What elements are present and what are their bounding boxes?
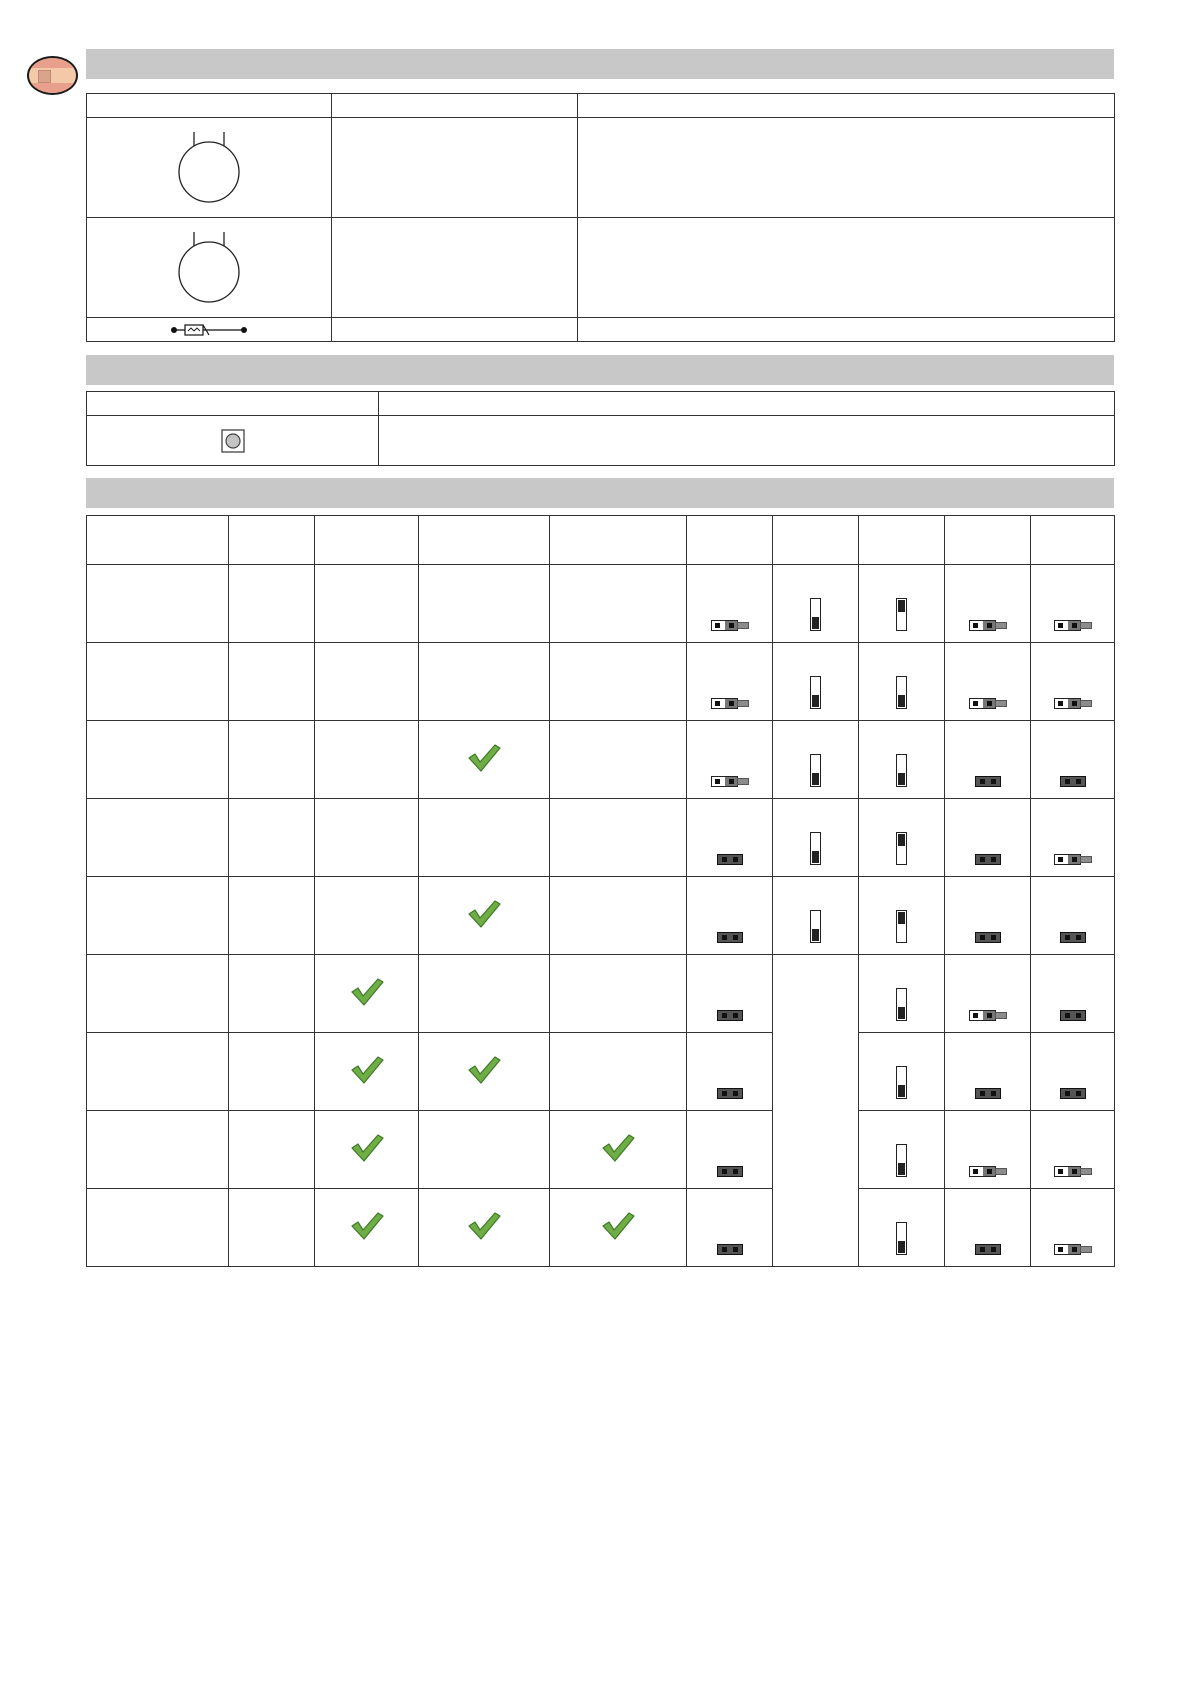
dip-switch-on-icon <box>975 1088 1001 1099</box>
checkmark-icon <box>350 1211 384 1241</box>
feature-cell <box>419 1033 550 1111</box>
feature-cell <box>315 643 419 721</box>
switch-cell <box>1031 877 1115 955</box>
feature-cell <box>315 877 419 955</box>
code-cell <box>229 1111 315 1189</box>
dip-switch-down-icon <box>896 1066 907 1099</box>
dip-switch-on-icon <box>1060 1088 1086 1099</box>
dip-switch-down-icon <box>896 676 907 709</box>
table-row <box>87 877 1115 955</box>
dip-switch-down-icon <box>810 598 821 631</box>
code-cell <box>229 799 315 877</box>
header-cell <box>550 516 687 565</box>
model-cell <box>87 643 229 721</box>
dip-switch-on-icon <box>975 1244 1001 1255</box>
model-cell <box>87 721 229 799</box>
button-icon <box>221 429 245 453</box>
switch-cell <box>1031 1111 1115 1189</box>
table-row <box>87 955 1115 1033</box>
switch-cell <box>687 643 773 721</box>
switch-cell <box>773 721 859 799</box>
switch-cell <box>687 1189 773 1267</box>
dip-switch-on-icon <box>717 854 743 865</box>
feature-cell <box>419 1111 550 1189</box>
dip-switch-off-icon <box>1054 698 1092 709</box>
feature-cell <box>550 1111 687 1189</box>
header-cell <box>87 392 379 416</box>
header-cell <box>229 516 315 565</box>
model-cell <box>87 799 229 877</box>
coil-icon <box>174 130 244 205</box>
switch-cell <box>773 877 859 955</box>
switch-cell <box>773 565 859 643</box>
checkmark-icon <box>350 1133 384 1163</box>
switch-cell <box>1031 955 1115 1033</box>
feature-cell <box>315 1111 419 1189</box>
dip-switch-on-icon <box>1060 1010 1086 1021</box>
dip-switch-off-icon <box>969 1010 1007 1021</box>
switch-cell <box>945 565 1031 643</box>
switch-cell <box>1031 799 1115 877</box>
code-cell <box>229 955 315 1033</box>
header-cell <box>419 516 550 565</box>
description-cell <box>332 118 578 218</box>
feature-cell <box>419 721 550 799</box>
symbol-cell <box>87 118 332 218</box>
dip-switch-off-icon <box>969 620 1007 631</box>
notes-cell <box>578 218 1115 318</box>
table-header-row <box>87 94 1115 118</box>
dip-switch-configuration-table <box>86 515 1115 1267</box>
dip-switch-on-icon <box>1060 776 1086 787</box>
feature-cell <box>315 565 419 643</box>
switch-cell <box>859 721 945 799</box>
checkmark-icon <box>467 1211 501 1241</box>
coil-icon <box>174 230 244 305</box>
dip-switch-off-icon <box>711 698 749 709</box>
dip-switch-on-icon <box>975 854 1001 865</box>
feature-cell <box>550 643 687 721</box>
switch-cell <box>773 799 859 877</box>
header-cell <box>859 516 945 565</box>
feature-cell <box>315 955 419 1033</box>
header-cell <box>315 516 419 565</box>
notes-cell <box>578 318 1115 342</box>
symbols-table <box>86 93 1115 342</box>
code-cell <box>229 1189 315 1267</box>
feature-cell <box>419 565 550 643</box>
switch-cell <box>687 1033 773 1111</box>
checkmark-icon <box>467 899 501 929</box>
dip-switch-down-icon <box>810 910 821 943</box>
dip-switch-off-icon <box>711 620 749 631</box>
model-cell <box>87 955 229 1033</box>
symbol-cell <box>87 416 379 466</box>
feature-cell <box>550 1033 687 1111</box>
switch-cell <box>687 721 773 799</box>
symbol-cell <box>87 318 332 342</box>
symbol-cell <box>87 218 332 318</box>
table-row <box>87 218 1115 318</box>
description-cell <box>332 218 578 318</box>
section-3-header-band <box>86 478 1114 508</box>
header-cell <box>379 392 1115 416</box>
dip-switch-up-icon <box>896 832 907 865</box>
switch-cell <box>1031 643 1115 721</box>
switch-cell <box>945 877 1031 955</box>
button-table <box>86 391 1115 466</box>
header-cell <box>332 94 578 118</box>
dip-switch-down-icon <box>810 754 821 787</box>
dip-switch-down-icon <box>810 832 821 865</box>
feature-cell <box>315 1033 419 1111</box>
dip-switch-off-icon <box>711 776 749 787</box>
feature-cell <box>550 877 687 955</box>
dip-switch-on-icon <box>975 776 1001 787</box>
code-cell <box>229 643 315 721</box>
section-2-header-band <box>86 355 1114 385</box>
description-cell <box>379 416 1115 466</box>
feature-cell <box>315 1189 419 1267</box>
dip-switch-on-icon <box>1060 932 1086 943</box>
thermal-fuse-icon <box>169 323 249 337</box>
checkmark-icon <box>350 1055 384 1085</box>
switch-cell <box>859 1033 945 1111</box>
switch-cell <box>945 1189 1031 1267</box>
header-cell <box>773 516 859 565</box>
dip-switch-off-icon <box>969 1166 1007 1177</box>
switch-cell <box>1031 1189 1115 1267</box>
feature-cell <box>550 721 687 799</box>
switch-cell <box>687 955 773 1033</box>
checkmark-icon <box>601 1211 635 1241</box>
feature-cell <box>550 799 687 877</box>
table-row <box>87 1033 1115 1111</box>
checkmark-icon <box>467 743 501 773</box>
switch-cell <box>1031 721 1115 799</box>
model-cell <box>87 1111 229 1189</box>
dip-switch-down-icon <box>896 1222 907 1255</box>
table-row <box>87 416 1115 466</box>
table-row <box>87 799 1115 877</box>
dip-switch-down-icon <box>896 1144 907 1177</box>
dip-switch-on-icon <box>975 932 1001 943</box>
feature-cell <box>419 955 550 1033</box>
dip-switch-off-icon <box>1054 1244 1092 1255</box>
code-cell <box>229 565 315 643</box>
switch-cell <box>1031 1033 1115 1111</box>
switch-cell <box>859 877 945 955</box>
dip-switch-off-icon <box>1054 1166 1092 1177</box>
checkmark-icon <box>467 1055 501 1085</box>
table-row <box>87 118 1115 218</box>
switch-cell <box>945 1111 1031 1189</box>
header-cell <box>87 516 229 565</box>
code-cell <box>229 877 315 955</box>
dip-switch-on-icon <box>717 1088 743 1099</box>
model-cell <box>87 877 229 955</box>
feature-cell <box>419 877 550 955</box>
table-row <box>87 721 1115 799</box>
header-cell <box>578 94 1115 118</box>
table-row <box>87 643 1115 721</box>
switch-cell <box>859 643 945 721</box>
notes-cell <box>578 118 1115 218</box>
feature-cell <box>315 799 419 877</box>
switch-cell <box>945 643 1031 721</box>
model-cell <box>87 565 229 643</box>
switch-cell <box>859 1189 945 1267</box>
code-cell <box>229 1033 315 1111</box>
switch-cell <box>859 1111 945 1189</box>
switch-cell <box>945 955 1031 1033</box>
model-cell <box>87 1189 229 1267</box>
switch-cell <box>945 1033 1031 1111</box>
description-cell <box>332 318 578 342</box>
switch-cell <box>945 721 1031 799</box>
dip-switch-off-icon <box>1054 854 1092 865</box>
feature-cell <box>550 955 687 1033</box>
checkmark-icon <box>350 977 384 1007</box>
dip-switch-down-icon <box>810 676 821 709</box>
switch-cell-merged <box>773 955 859 1267</box>
header-cell <box>687 516 773 565</box>
dip-switch-up-icon <box>896 598 907 631</box>
switch-cell <box>859 565 945 643</box>
switch-cell <box>687 799 773 877</box>
header-cell <box>1031 516 1115 565</box>
switch-cell <box>859 955 945 1033</box>
table-header-row <box>87 392 1115 416</box>
switch-cell <box>859 799 945 877</box>
table-row <box>87 1111 1115 1189</box>
switch-cell <box>687 877 773 955</box>
section-1-header-band <box>86 49 1114 79</box>
table-row <box>87 318 1115 342</box>
header-cell <box>945 516 1031 565</box>
feature-cell <box>550 1189 687 1267</box>
dip-switch-on-icon <box>717 1010 743 1021</box>
dip-switch-off-icon <box>969 698 1007 709</box>
switch-cell <box>945 799 1031 877</box>
feature-cell <box>550 565 687 643</box>
feature-cell <box>419 1189 550 1267</box>
header-cell <box>87 94 332 118</box>
feature-cell <box>315 721 419 799</box>
dip-switch-off-icon <box>1054 620 1092 631</box>
dip-switch-on-icon <box>717 1244 743 1255</box>
feature-cell <box>419 799 550 877</box>
table-row <box>87 565 1115 643</box>
dip-switch-down-icon <box>896 754 907 787</box>
table-row <box>87 1189 1115 1267</box>
code-cell <box>229 721 315 799</box>
dip-switch-on-icon <box>717 1166 743 1177</box>
switch-cell <box>687 1111 773 1189</box>
switch-cell <box>687 565 773 643</box>
checkmark-icon <box>601 1133 635 1163</box>
dip-switch-up-icon <box>896 910 907 943</box>
dip-switch-on-icon <box>717 932 743 943</box>
dip-switch-down-icon <box>896 988 907 1021</box>
feature-cell <box>419 643 550 721</box>
model-cell <box>87 1033 229 1111</box>
spain-flag-icon <box>27 56 78 95</box>
switch-cell <box>773 643 859 721</box>
switch-cell <box>1031 565 1115 643</box>
table-header-row <box>87 516 1115 565</box>
